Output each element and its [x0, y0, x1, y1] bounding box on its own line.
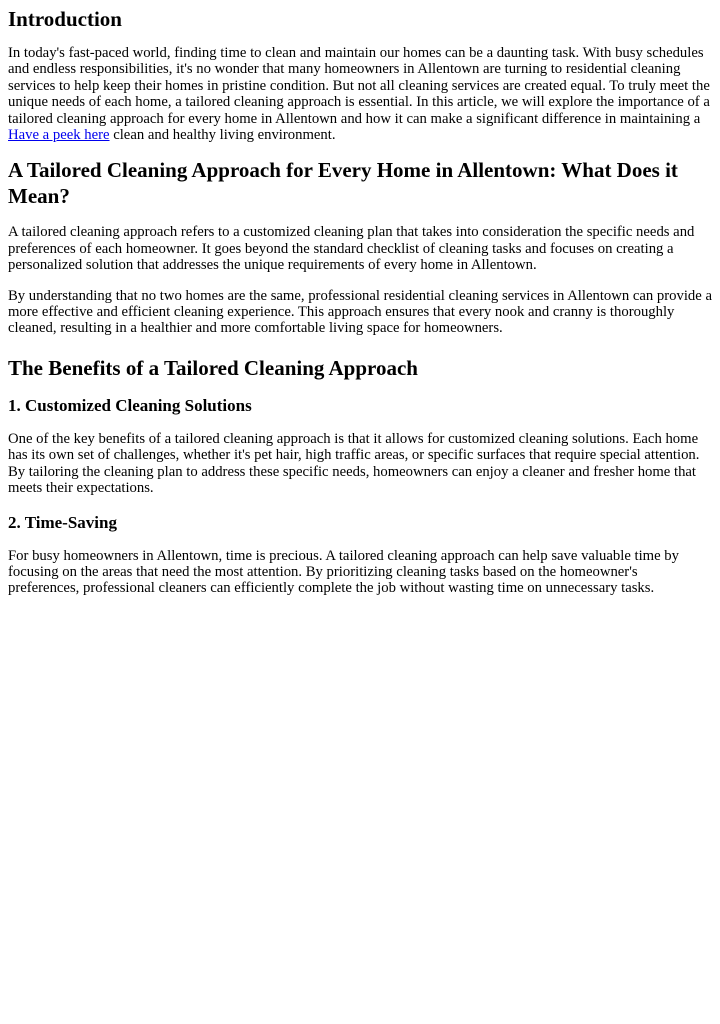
meaning-paragraph-1: A tailored cleaning approach refers to a customized cleaning plan that takes into consideration the specific needs and preferences of each homeowner. It goes beyond the standard checklist of cleaning tasks and focuses on creating a personalized solution that addresses the unique requirements of every home in Allentown. [8, 224, 695, 274]
article [0, 7, 720, 597]
benefit-2-heading: 2. Time-Saving [8, 512, 117, 532]
have-a-peek-link[interactable]: Have a peek here [8, 127, 110, 144]
intro-heading: Introduction [8, 7, 122, 31]
intro-paragraph [8, 45, 712, 143]
benefit-2-paragraph: For busy homeowners in Allentown, time is precious. A tailored cleaning approach can help save valuable time by focusing on the areas that need the most attention. By prioritizing cleaning tasks based on the homeowner's preferences, professional cleaners can efficiently complete the job without wasting time on unnecessary tasks. [8, 547, 679, 597]
meaning-paragraph-2: By understanding that no two homes are the same, professional residential cleaning services in Allentown can provide a more effective and efficient cleaning experience. This approach ensures that every nook and cranny is thoroughly cleaned, resulting in a healthier and more comfortable living space for homeowners. [8, 287, 712, 337]
benefit-1-paragraph: One of the key benefits of a tailored cleaning approach is that it allows for customized cleaning solutions. Each home has its own set of challenges, whether it's pet hair, high traffic areas, or specific surfaces that require special attention. By tailoring the cleaning plan to address these specific needs, homeowners can enjoy a cleaner and fresher home that meets their expectations. [8, 430, 700, 497]
intro-text-end: clean and healthy living environment. [109, 127, 336, 144]
meaning-heading: A Tailored Cleaning Approach for Every Home in Allentown: What Does it Mean? [8, 158, 678, 209]
benefit-1-heading: 1. Customized Cleaning Solutions [8, 395, 252, 415]
intro-text: In today's fast-paced world, finding time to clean and maintain our homes can be a daunting task. With busy schedules and endless responsibilities, it's no wonder that many homeowners in Allentown are turning to residential cleaning services to help keep their homes in pristine condition. But not all cleaning services are created equal. To truly meet the unique needs of each home, a tailored cleaning approach is essential. In this article, we will explore the importance of a tailored cleaning approach for every home in Allentown and how it can make a significant difference in maintaining a [8, 45, 710, 127]
benefits-heading: The Benefits of a Tailored Cleaning Approach [8, 355, 418, 380]
